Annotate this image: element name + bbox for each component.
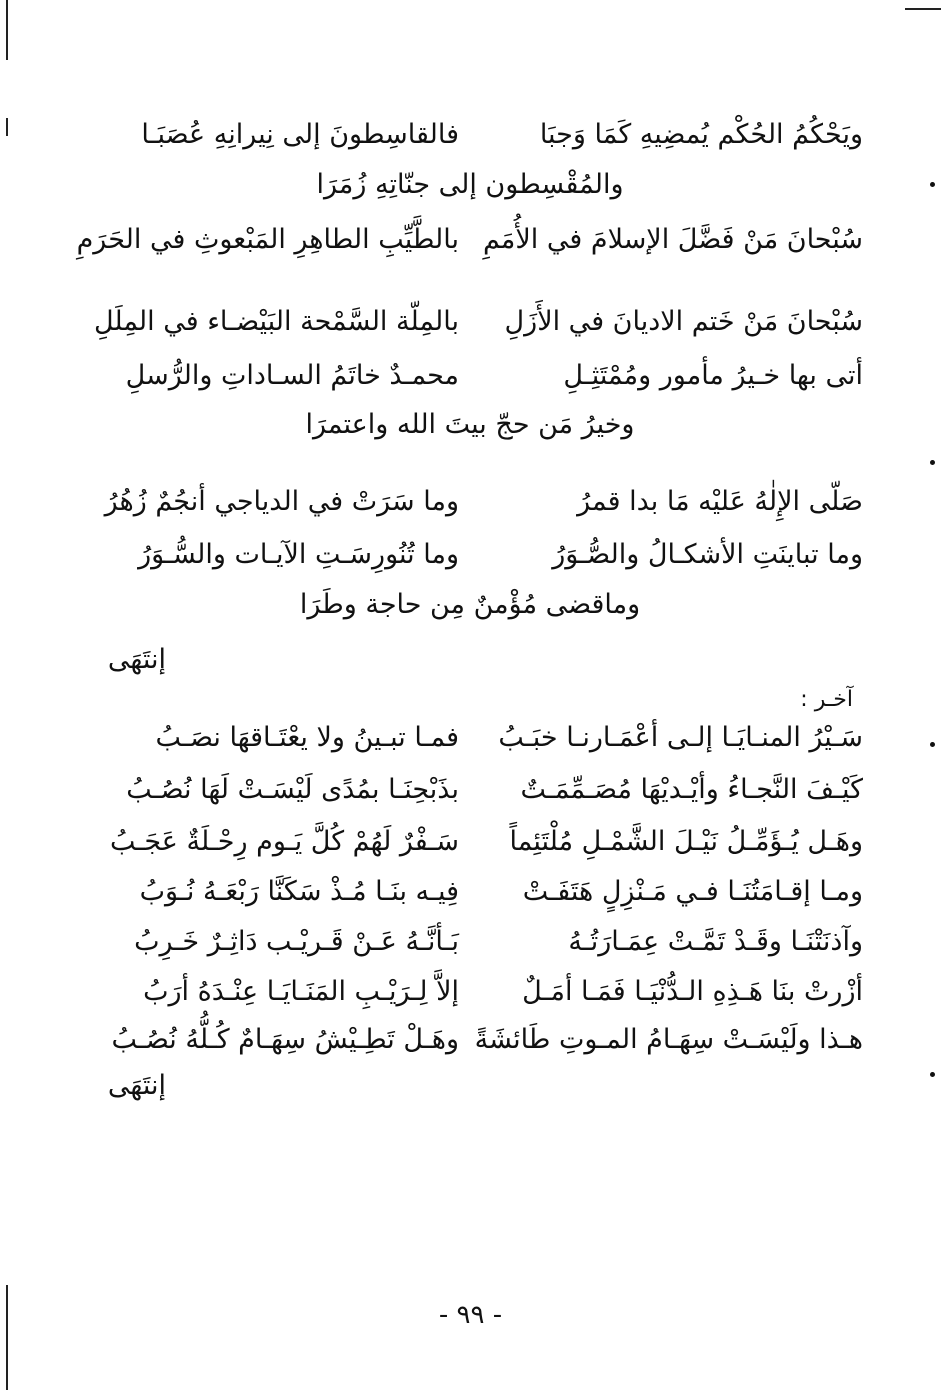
right-margin-mark-1 [930,182,935,187]
page-number: - ٩٩ - [438,1300,503,1330]
verse-line: وما تباينَتِ الأشكـالُ والصُّـوَرُ [552,539,863,570]
verse-line: فمـا تبـينُ ولا يعْتَـاقهَا نصَـبُ [155,722,459,753]
verse-closing-line: والمُقْسِطون إلى جنّاتِهِ زُمَرَا [316,169,624,200]
verse-line: وهَـل يُـؤَمِّـلُ نَيْـلَ الشَّمْـلِ مُلْتَئِماً [509,826,863,857]
verse-line: أزْرتْ بنَا هَـذِهِ الـدُّنْيَـا فَمَـا أمَـلٌ [522,976,863,1007]
left-edge-rule-mid [6,118,8,136]
verse-line: سُبْحانَ مَنْ فَضَّلَ الإسلامَ في الأُمَمِ [482,224,863,255]
verse-line: بالمِلّة السَّمْحة البَيْضـاء في المِلَلِ [93,306,459,337]
verse-line: كَيْـفَ النَّجـاءُ وأيْـديْهَا مُصَـمِّمَـتٌ [520,774,863,805]
verse-line: وهَـلْ تَطِـيْشُ سِهَـامٌ كُـلُّهُ نُصُـبُ [111,1024,459,1055]
verse-line: بذَبْحِنَـا بمُدًى لَيْسَـتْ لَهَا نُصُـبُ [126,774,459,805]
verse-line: ويَحْكُمُ الحُكْم يُمضِيهِ كَمَا وَجبَا [539,119,863,150]
verse-line: وآذنَتْنَـا وقَـدْ تَمَّـتْ عِمَـارَتُـهُ [568,926,863,957]
verse-line: صَلّى الإِلٰهُ عَليْه مَا بدا قمرُ [577,486,863,517]
verse-line: إلاَّ لِـرَيْـبِ المَنَـايَـا عِنْـدَهُ أرَبُ [143,976,459,1007]
verse-line: ومـا إقـامَتُنَـا فـي مَـنْزِلٍ هَتَفَـتْ [522,876,863,907]
end-marker: إنتَهَى [107,644,166,675]
verse-line: سَـيْرُ المنـايَـا إلـى أعْمَـارنـا خبَـبُ [498,722,863,753]
top-right-rule [905,8,941,10]
verse-line: فالقاسِطونَ إلى نِيرانِهِ عُصَبَـا [141,119,459,150]
verse-line: بالطَّيِّبِ الطاهِرِ المَبْعوثِ في الحَرَمِ [76,224,459,255]
verse-closing-line: وخيرُ مَن حجّ بيتَ الله واعتمرَا [305,409,635,440]
poem-label: آخـر : [800,687,853,712]
right-margin-mark-4 [930,1072,935,1077]
end-marker: إنتَهَى [107,1070,166,1101]
verse-line: هـذا ولَيْسَـتْ سِهَـامُ المـوتِ طَائشَةً [474,1024,863,1055]
verse-line: سُبْحانَ مَنْ خَتم الاديانَ في الأَزَلِ [504,306,863,337]
verse-line: أتى بها خـيرُ مأمور ومُمْتَثِـلِ [563,360,863,391]
right-margin-mark-3 [930,742,935,747]
verse-line: سَـفْرٌ لَهُمْ كُلَّ يَـوم رِحْـلَةٌ عَجَـبُ [109,826,459,857]
left-edge-rule-top [6,0,8,60]
verse-line: محمـدٌ خاتَمُ السـاداتِ والرُّسلِ [125,360,459,391]
verse-line: وما تُنُورِسَـتِ الآيـات والسُّـوَرُ [138,539,459,570]
verse-line: فِيـه بنَـا مُـذْ سَكَنَّا رَبْعَـهُ نُـوَبُ [139,876,459,907]
verse-closing-line: وماقضى مُؤْمنٌ مِن حاجة وطَرَا [299,589,641,620]
verse-line: بَـأنَّـهُ عَـنْ قَـريْـب دَاثِـرٌ خَـرِبُ [134,926,459,957]
verse-line: وما سَرَتْ في الدياجي أنجُمٌ زُهُرُ [104,486,459,517]
right-margin-mark-2 [930,460,935,465]
